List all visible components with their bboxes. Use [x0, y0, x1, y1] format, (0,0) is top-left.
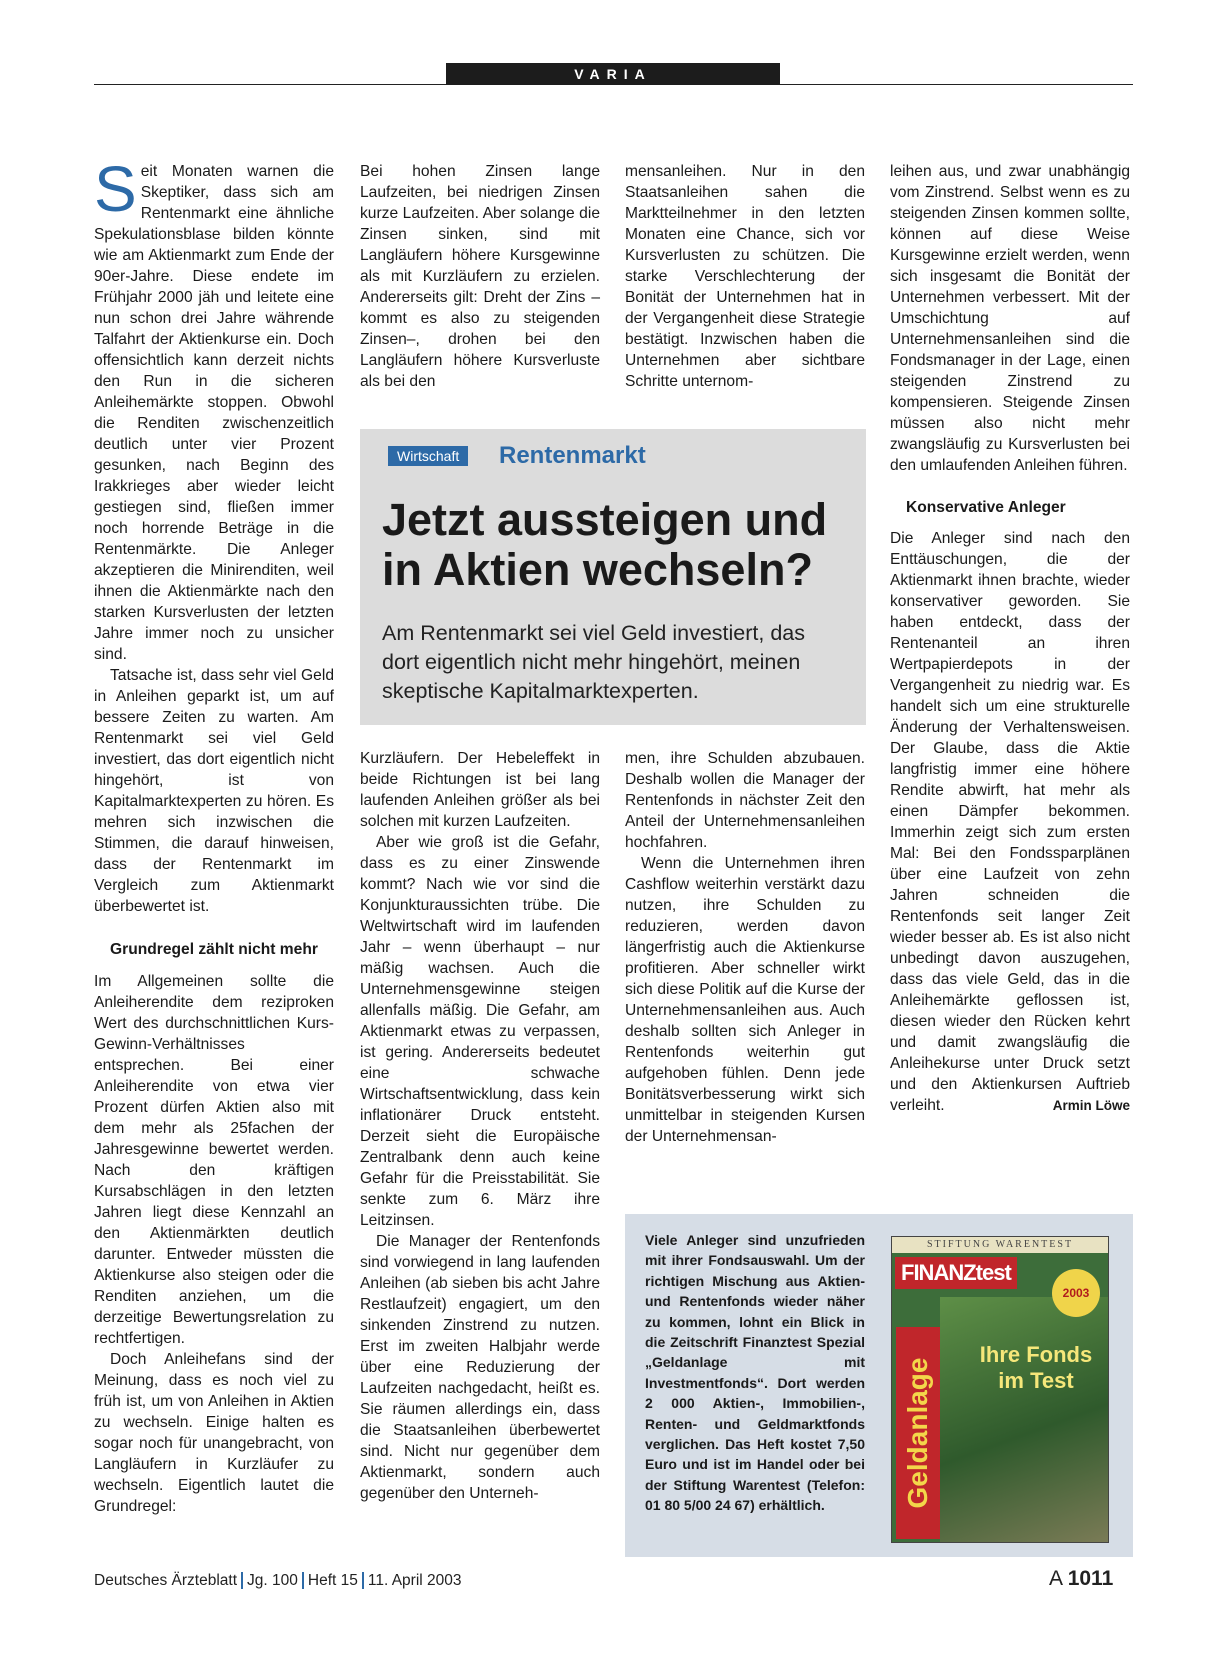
cover-year-badge: 2003	[1052, 1269, 1100, 1317]
column-3-bottom	[625, 748, 865, 1147]
section-label: VARIA	[446, 63, 780, 85]
paragraph-text: Die Anleger sind nach den Enttäuschungen, die der Aktienmarkt ihnen brachte, wieder konservativer geworden. Sie haben entdeckt, dass der Rentenanteil an ihren Wertpapierdepots in der Vergangenheit zu niedrig war. Es handelt sich um eine strukturelle Änderung der Verhaltensweisen. Der Glaube, dass die Aktie langfristig immer eine höhere Rendite abwirft, hat mehr als einen Dämpfer bekommen. Immerhin zeigt sich zum ersten Mal: Bei den Fondssparplänen über eine Laufzeit von zehn Jahren schneiden die Rentenfonds seit langer Zeit wieder besser ab. Es ist also nicht unbedingt davon auszugehen, dass das viele Geld, das in die Anleihemärkte geflossen ist, diesen wieder den Rücken kehrt und damit zwangsläufig die Anleihekurse unter Druck setzt und den Aktienkursen Auftrieb verleiht.	[890, 530, 1130, 1114]
cover-vertical-text: Geldanlage	[902, 1357, 933, 1509]
separator	[302, 1572, 304, 1589]
cover-headline: Ihre Fonds im Test	[979, 1342, 1093, 1393]
headline: Jetzt aussteigen und in Aktien wechseln?	[382, 494, 828, 595]
paragraph: Doch Anleihefans sind der Meinung, dass es noch viel zu früh ist, um von Anleihen in Aktien zu wechseln. Einige halten es sogar noch für unangebracht, von Langläufern in Kurzläufer zu wechseln. Eigentlich lautet die Grundregel:	[94, 1351, 334, 1515]
paragraph: leihen aus, und zwar unabhängig vom Zinstrend. Selbst wenn es zu steigenden Zinsen kommen sollte, können auf diese Weise Kursgewinne erzielt werden, wenn sich insgesamt die Bonität der Unternehmen verbessert. Mit der Umschichtung auf Unternehmensanleihen sind die Fondsmanager in der Lage, einen steigenden Zinstrend zu kompensieren. Steigende Zinsen müssen also nicht mehr zwangsläufig zu Kursverlusten bei den umlaufenden Anleihen führen.	[890, 163, 1130, 474]
column-4	[890, 161, 1130, 1116]
drop-cap: S	[94, 153, 137, 225]
author-signature: Armin Löwe	[1052, 1098, 1130, 1113]
paragraph	[890, 528, 1130, 1116]
kicker: Rentenmarkt	[499, 442, 646, 469]
paragraph: Im Allgemeinen sollte die Anleiherendite dem reziproken Wert des durchschnittlichen Kurs-Gewinn-Verhältnisses entsprechen. Bei einer Anleiherendite von etwa vier Prozent dürfen Aktien also mit dem mehr als 25fachen der Jahresgewinne bewertet werden. Nach den kräftigen Kursabschlägen in den letzten Jahren liegt diese Kennzahl an den Aktienmärkten deutlich darunter. Entweder müssten die Aktienkurse also steigen oder die Renditen anziehen, um die derzeitige Bewertungsrelation zu rechtfertigen.	[94, 973, 334, 1347]
teaser-box	[360, 429, 866, 725]
paragraph: Bei hohen Zinsen lange Laufzeiten, bei niedrigen Zinsen kurze Laufzeiten. Aber solange die Zinsen sinken, sind mit Langläufern höhere Kursgewinne als mit Kurzläufern zu erzielen. Andererseits gilt: Dreht der Zins – kommt es also zu steigenden Zinsen–, drohen bei den Langläufern höhere Kursverluste als bei den	[360, 163, 600, 390]
magazine-cover-image	[891, 1236, 1109, 1543]
info-box-text: Viele Anleger sind unzufrieden mit ihrer Fondsauswahl. Um der richtigen Mischung aus Aktien- und Rentenfonds wieder näher zu kommen, lohnt ein Blick in die Zeitschrift Finanztest Spezial „Geldanlage mit Investmentfonds“. Dort werden 2 000 Aktien-, Immobilien-, Renten- und Geldmarktfonds verglichen. Das Heft kostet 7,50 Euro und ist im Handel oder bei der Stiftung Warentest (Telefon: 01 80 5/00 24 67) erhältlich.	[645, 1232, 865, 1514]
cover-vertical-title	[896, 1327, 940, 1539]
paragraph: men, ihre Schulden abzubauen. Deshalb wollen die Manager der Rentenfonds in nächster Zeit den Anteil der Unternehmensanleihen hochfahren.	[625, 750, 865, 851]
page-number-value: 1011	[1067, 1567, 1114, 1590]
paragraph: Tatsache ist, dass sehr viel Geld in Anleihen geparkt ist, um auf bessere Zeiten zu warten. Am Rentenmarkt sei viel Geld investiert, das dort eigentlich nicht hingehört, ist von Kapitalmarktexperten zu hören. Es mehren sich inzwischen die Stimmen, die darauf hinweisen, dass der Rentenmarkt im Vergleich zum Aktienmarkt überbewertet ist.	[94, 667, 334, 915]
page-number	[1049, 1567, 1113, 1591]
paragraph: mensanleihen. Nur in den Staatsanleihen sahen die Marktteilnehmer in den letzten Monaten eine Chance, sich vor Kursverlusten zu schützen. Die starke Verschlechterung der Bonität der Unternehmen hat in der Vergangenheit diese Strategie bestätigt. Inzwischen haben die Unternehmen aber sichtbare Schritte unternom-	[625, 163, 865, 390]
lead-text: eit Monaten warnen die Skeptiker, dass sich am Rentenmarkt eine ähnliche Spekulationsblase bilden könnte wie am Aktienmarkt zum Ende der 90er-Jahre. Diese endete im Frühjahr 2000 jäh und leitete eine nun schon drei Jahre währende Talfahrt der Aktienkurse ein. Doch offensichtlich kann derzeit nichts den Run in die sicheren Anleihemärkte stoppen. Obwohl die Renditen zwischenzeitlich deutlich unter vier Prozent gesunken, nach Beginn des Irakkrieges aber wieder leicht gestiegen sind, fließen immer noch horrende Beträge in die Rentenmärkte. Die Anleger akzeptieren die Minirenditen, weil ihnen die Aktienmärkte nach den starken Kursverlusten der letzten Jahre immer noch zu unsicher sind.	[94, 163, 334, 663]
lead-paragraph	[94, 153, 334, 665]
paragraph: Die Manager der Rentenfonds sind vorwiegend in lang laufenden Anleihen (ab sieben bis acht Jahre Restlaufzeit) engagiert, um den sinkenden Zinstrend zu nutzen. Erst im zweiten Halbjahr werde über eine Reduzierung der Laufzeiten nachgedacht, heißt es. Sie räumen allerdings ein, dass die Staatsanleihen überbewertet sind. Nicht nur gegenüber dem Aktienmarkt, sondern auch gegenüber den Unterneh-	[360, 1233, 600, 1502]
paragraph: Kurzläufern. Der Hebeleffekt in beide Richtungen ist bei lang laufenden Anleihen größer als bei solchen mit kurzen Laufzeiten.	[360, 750, 600, 830]
volume: Jg. 100	[247, 1572, 298, 1589]
journal-name: Deutsches Ärzteblatt	[94, 1572, 238, 1589]
issue-date: 11. April 2003	[367, 1572, 462, 1589]
separator	[241, 1572, 243, 1589]
info-box	[625, 1214, 1133, 1557]
subheading: Grundregel zählt nicht mehr	[110, 941, 318, 958]
issue: Heft 15	[307, 1572, 358, 1589]
cover-logo: FINANZtest	[895, 1257, 1017, 1289]
column-1	[94, 153, 334, 1517]
subheading: Konservative Anleger	[906, 499, 1066, 516]
paragraph: Aber wie groß ist die Gefahr, dass es zu einer Zinswende kommt? Nach wie vor sind die Konjunkturaussichten trübe. Die Weltwirtschaft wird im laufenden Jahr – wenn überhaupt – nur mäßig wachsen. Auch die Unternehmensgewinne steigen allenfalls mäßig. Die Gefahr, am Aktienmarkt etwas zu verpassen, ist gering. Andererseits bedeutet eine schwache Wirtschaftsentwicklung, dass kein inflationärer Druck entsteht. Derzeit sieht die Europäische Zentralbank denn auch keine Gefahr für die Preisstabilität. Sie senkte zum 6. März ihre Leitzinsen.	[360, 834, 600, 1229]
cover-publisher: STIFTUNG WARENTEST	[892, 1237, 1108, 1253]
separator	[362, 1572, 364, 1589]
column-2-top	[360, 161, 600, 392]
category-badge: Wirtschaft	[388, 446, 468, 466]
column-2-bottom	[360, 748, 600, 1504]
deck: Am Rentenmarkt sei viel Geld investiert, das dort eigentlich nicht mehr hingehört, meinen skeptische Kapitalmarktexperten.	[382, 621, 805, 703]
cover-photo	[940, 1297, 1108, 1542]
footer-citation	[94, 1572, 462, 1590]
paragraph: Wenn die Unternehmen ihren Cashflow weiterhin verstärkt dazu nutzen, ihre Schulden zu reduzieren, werden davon längerfristig auch die Aktienkurse profitieren. Aber schneller wirkt sich diese Politik auf die Kurse der Unternehmensanleihen aus. Auch deshalb sollten sich Anleger in Rentenfonds weiterhin gut aufgehoben fühlen. Denn jede Bonitätsverbesserung wirkt sich unmittelbar in steigenden Kursen der Unternehmensan-	[625, 855, 865, 1145]
column-3-top	[625, 161, 865, 392]
page-prefix: A	[1049, 1567, 1062, 1590]
